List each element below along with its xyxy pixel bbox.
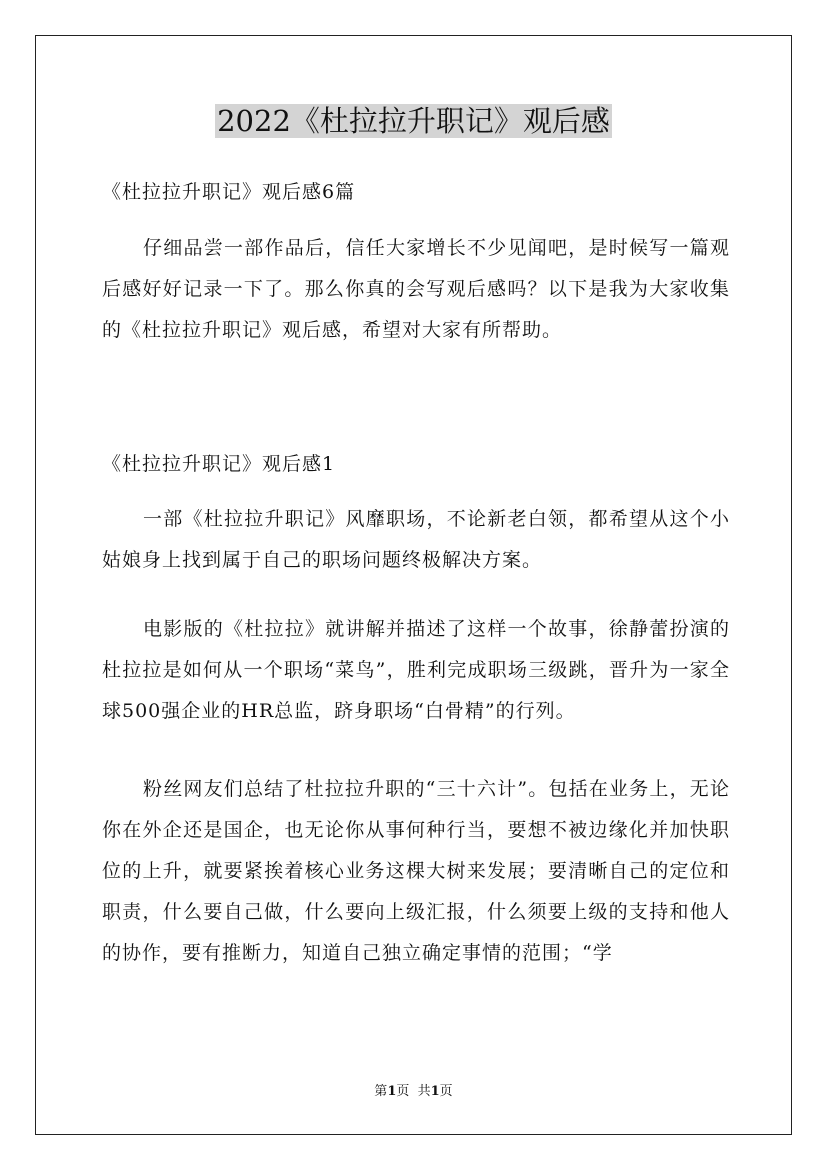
footer-page-mid: 页 共 [396, 1084, 431, 1099]
footer-page-suffix: 页 [439, 1084, 453, 1099]
document-subtitle: 《杜拉拉升职记》观后感6篇 [102, 181, 356, 203]
body-paragraph-2: 电影版的《杜拉拉》就讲解并描述了这样一个故事，徐静蕾扮演的杜拉拉是如何从一个职场“菜鸟”，胜利完成职场三级跳，晋升为一家全球500强企业的HR总监，跻身职场“白骨精”的行列。 [102, 618, 730, 722]
page-footer [0, 1083, 827, 1101]
section-heading: 《杜拉拉升职记》观后感1 [102, 453, 336, 475]
footer-page-prefix: 第 [374, 1084, 388, 1099]
intro-paragraph: 仔细品尝一部作品后，信任大家增长不少见闻吧，是时候写一篇观后感好好记录一下了。那么你真的会写观后感吗？以下是我为大家收集的《杜拉拉升职记》观后感，希望对大家有所帮助。 [102, 237, 730, 341]
body-paragraph-3: 粉丝网友们总结了杜拉拉升职的“三十六计”。包括在业务上，无论你在外企还是国企，也无论你从事何种行当，要想不被边缘化并加快职位的上升，就要紧挨着核心业务这棵大树来发展；要清晰自己的定位和职责，什么要自己做，什么要向上级汇报，什么须要上级的支持和他人的协作，要有推断力，知道自己独立确定事情的范围；“学 [102, 778, 730, 964]
footer-page-total: 1 [430, 1084, 440, 1099]
document-title [0, 99, 827, 143]
body-paragraph-1: 一部《杜拉拉升职记》风靡职场，不论新老白领，都希望从这个小姑娘身上找到属于自己的职场问题终极解决方案。 [102, 508, 730, 571]
document-title-text: 2022《杜拉拉升职记》观后感 [217, 104, 610, 138]
footer-page-number: 1 [387, 1084, 397, 1099]
